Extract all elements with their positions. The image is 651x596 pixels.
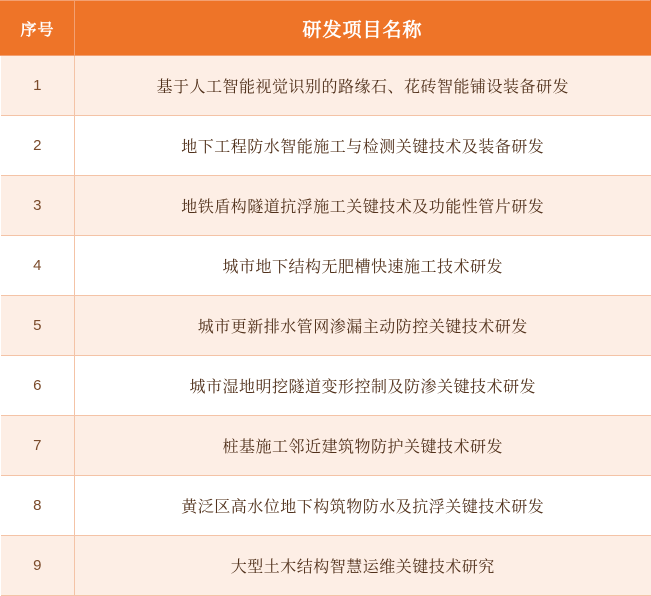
table-row	[1, 536, 651, 596]
cell-index: 2	[1, 116, 75, 176]
column-header-index: 序号	[1, 1, 75, 56]
table-header-row	[1, 1, 651, 56]
cell-project-name: 大型土木结构智慧运维关键技术研究	[75, 536, 651, 596]
cell-project-name: 基于人工智能视觉识别的路缘石、花砖智能铺设装备研发	[75, 56, 651, 116]
cell-project-name: 桩基施工邻近建筑物防护关键技术研发	[75, 416, 651, 476]
cell-index: 8	[1, 476, 75, 536]
cell-project-name: 城市地下结构无肥槽快速施工技术研发	[75, 236, 651, 296]
cell-index: 5	[1, 296, 75, 356]
cell-index: 3	[1, 176, 75, 236]
table-row	[1, 116, 651, 176]
table-row	[1, 56, 651, 116]
cell-project-name: 城市更新排水管网渗漏主动防控关键技术研发	[75, 296, 651, 356]
cell-project-name: 地铁盾构隧道抗浮施工关键技术及功能性管片研发	[75, 176, 651, 236]
cell-index: 6	[1, 356, 75, 416]
table-row	[1, 236, 651, 296]
table-row	[1, 416, 651, 476]
cell-index: 4	[1, 236, 75, 296]
cell-project-name: 地下工程防水智能施工与检测关键技术及装备研发	[75, 116, 651, 176]
cell-project-name: 黄泛区高水位地下构筑物防水及抗浮关键技术研发	[75, 476, 651, 536]
cell-index: 7	[1, 416, 75, 476]
table-header	[1, 1, 651, 56]
cell-index: 9	[1, 536, 75, 596]
table-row	[1, 476, 651, 536]
table-row	[1, 176, 651, 236]
table-row	[1, 356, 651, 416]
table-body	[1, 56, 651, 596]
cell-index: 1	[1, 56, 75, 116]
column-header-project-name: 研发项目名称	[75, 1, 651, 56]
table-row	[1, 296, 651, 356]
cell-project-name: 城市湿地明挖隧道变形控制及防渗关键技术研发	[75, 356, 651, 416]
